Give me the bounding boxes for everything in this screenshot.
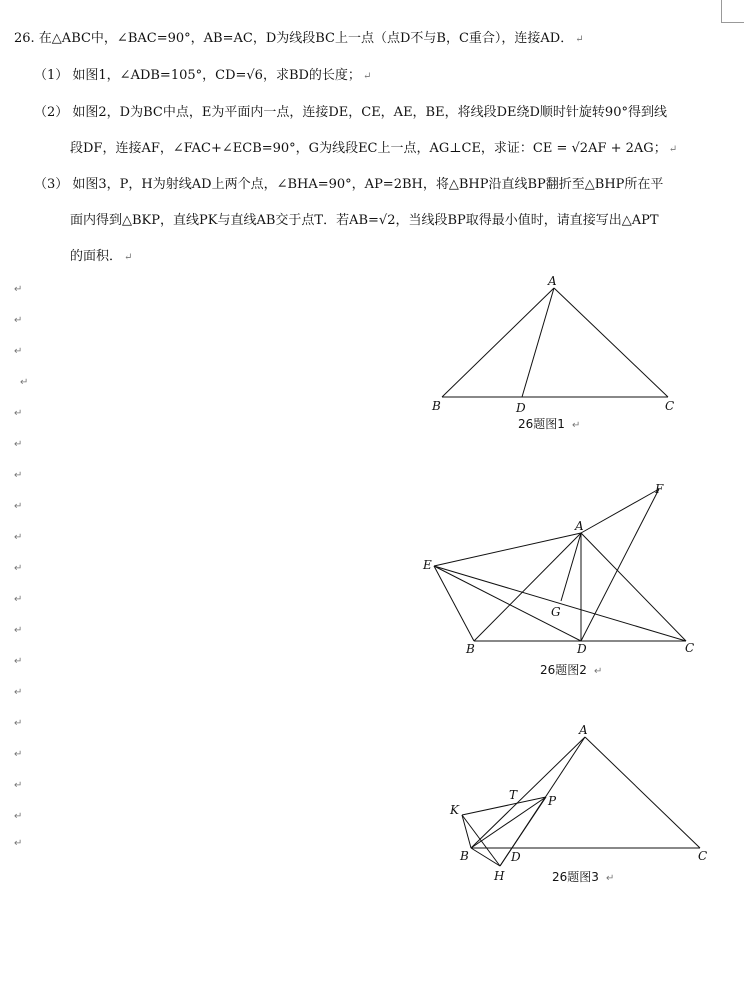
return-mark: ↵ [14,811,23,822]
fig3-caption: 26题图3 [552,870,599,884]
return-mark: ↵ [14,346,23,357]
return-mark: ↵ [14,780,23,791]
fig2-label-f: F [655,482,664,496]
fig1-segment-ac [554,288,668,397]
part3-content-2: 面内得到△BKP，直线PK与直线AB交于点T．若AB=√2，当线段BP取得最小值时，请直接写出△APT [70,213,659,228]
fig3-segment-ac [585,737,700,848]
return-mark: ↵ [14,625,23,636]
return-mark: ↵ [575,34,584,45]
problem-text-line1: 26. 在△ABC中，∠BAC=90°，AB=AC，D为线段BC上一点（点D不与B，C重合），连接AD． [14,31,574,46]
fig2-label-c: C [685,641,695,655]
fig2-segment-df [581,489,659,641]
return-mark: ↵ [14,563,23,574]
return-mark: ↵ [572,420,581,431]
fig1-label-d: D [516,401,526,415]
return-mark: ↵ [14,284,23,295]
figure-1 [442,288,668,397]
return-mark: ↵ [668,144,678,155]
return-mark: ↵ [362,71,372,82]
fig3-label-k: K [450,803,459,817]
part1-content: （1） 如图1，∠ADB=105°，CD=√6，求BD的长度； [34,68,361,83]
return-mark: ↵ [14,594,23,605]
fig2-label-b: B [466,642,475,656]
return-mark: ↵ [14,687,23,698]
fig1-segment-ad [522,288,554,397]
fig1-caption: 26题图1 [518,417,565,431]
return-mark: ↵ [14,408,23,419]
part2-content-2: 段DF，连接AF，∠FAC+∠ECB=90°，G为线段EC上一点，AG⊥CE，求证：CE = √2AF + 2AG； [70,141,667,156]
fig3-segment-ab [471,737,585,848]
fig3-label-t: T [509,788,518,802]
return-mark: ↵ [14,838,23,849]
return-mark: ↵ [124,252,133,263]
return-mark: ↵ [14,749,23,760]
fig3-segment-bh [471,848,500,866]
return-mark: ↵ [14,439,23,450]
fig2-label-a: A [575,519,584,533]
part2-content-1: （2） 如图2，D为BC中点，E为平面内一点，连接DE，CE，AE，BE，将线段DE绕D顺时针旋转90°得到线 [34,105,667,120]
fig2-label-e: E [423,558,432,572]
return-mark: ↵ [14,470,23,481]
fig1-label-c: C [665,399,675,413]
return-mark: ↵ [14,501,23,512]
fig2-caption: 26题图2 [540,663,587,677]
return-mark: ↵ [14,718,23,729]
return-mark: ↵ [594,666,603,677]
part3-content-1: （3） 如图3，P，H为射线AD上两个点，∠BHA=90°，AP=2BH，将△BHP沿直线BP翻折至△BHP所在平 [34,177,664,192]
fig1-label-b: B [432,399,441,413]
fig2-segment-ae [434,533,581,566]
fig2-label-g: G [551,605,561,619]
fig3-label-b: B [460,849,469,863]
fig3-label-p: P [548,794,557,808]
fig3-label-d: D [511,850,521,864]
fig3-segment-hp [500,797,546,866]
fig2-segment-be [434,566,474,641]
fig2-label-d: D [577,642,587,656]
fig2-segment-ac [581,533,686,641]
return-mark: ↵ [606,873,615,884]
fig3-segment-kb [462,815,471,848]
return-mark: ↵ [20,377,29,388]
fig3-label-h: H [494,869,505,883]
return-mark: ↵ [14,656,23,667]
fig3-label-a: A [579,723,588,737]
fig3-label-c: C [698,849,708,863]
return-mark: ↵ [14,532,23,543]
figure-3 [462,737,700,866]
fig1-label-a: A [548,274,557,288]
fig1-segment-ab [442,288,554,397]
part3-content-3: 的面积． [70,249,123,264]
return-mark: ↵ [14,315,23,326]
